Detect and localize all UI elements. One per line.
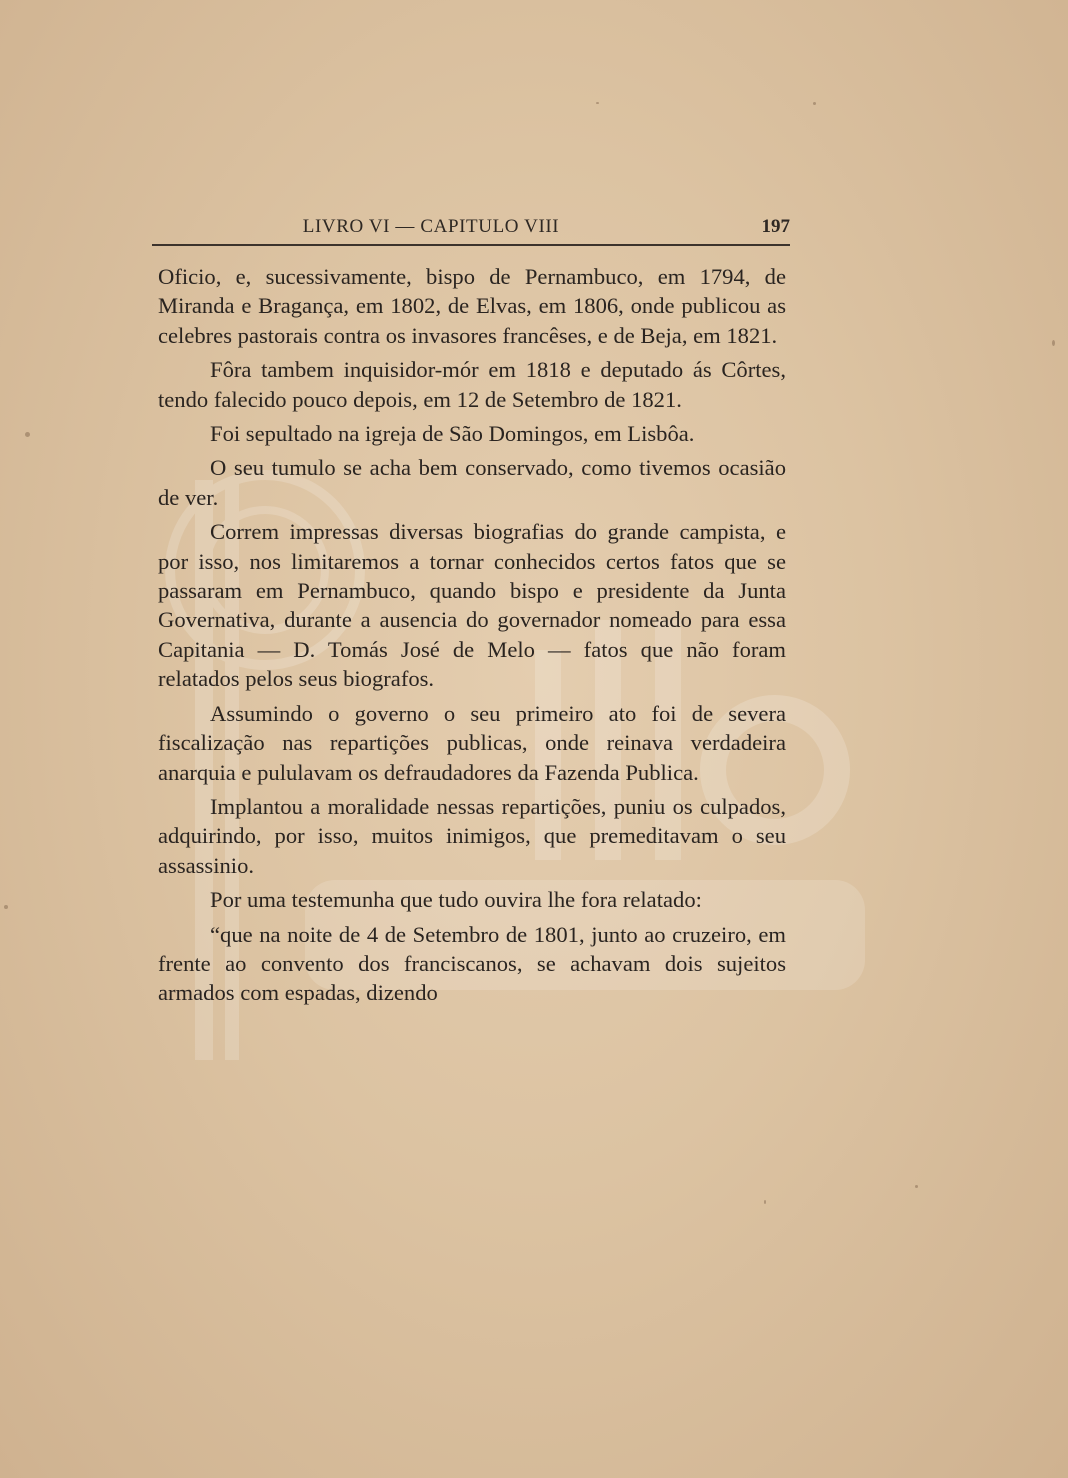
paper-speck bbox=[915, 1185, 918, 1188]
paragraph: Foi sepultado na igreja de São Domingos, em Lisbôa. bbox=[210, 421, 695, 447]
paper-speck bbox=[4, 905, 8, 909]
body-text bbox=[158, 262, 786, 1013]
paragraph: “que na noite de 4 de Setembro de 1801, junto ao cruzeiro, em frente ao convento dos franciscanos, se achavam dois sujeitos armados com espadas, dizendo bbox=[158, 921, 786, 1006]
paper-speck bbox=[764, 1200, 766, 1204]
paper-speck bbox=[596, 102, 599, 104]
paragraph: Assumindo o governo o seu primeiro ato foi de severa fiscalização nas repartições publicas, onde reinava verdadeira anarquia e pululavam os defraudadores da Fazenda Publica. bbox=[158, 700, 786, 785]
paragraph: Correm impressas diversas biografias do grande campista, e por isso, nos limitaremos a tornar conhecidos certos fatos que se passaram em Pernambuco, quando bispo e presidente da Junta Governativa, durante a ausencia do governador nomeado para essa Capitania — D. Tomás José de Melo — fatos que não foram relatados pelos seus biografos. bbox=[158, 519, 786, 692]
page-number: 197 bbox=[761, 216, 790, 237]
paragraph: O seu tumulo se acha bem conservado, como tivemos ocasião de ver. bbox=[158, 455, 786, 510]
running-title: LIVRO VI — CAPITULO VIII bbox=[302, 216, 560, 237]
paragraph: Oficio, e, sucessivamente, bispo de Pernambuco, em 1794, de Miranda e Bragança, em 1802, de Elvas, em 1806, onde publicou as celebres pastorais contra os invasores francêses, e de Beja, em 1821. bbox=[158, 264, 786, 348]
paper-speck bbox=[813, 102, 816, 105]
running-header bbox=[152, 214, 790, 246]
paper-speck bbox=[1052, 340, 1055, 346]
paragraph: Fôra tambem inquisidor-mór em 1818 e deputado ás Côrtes, tendo falecido pouco depois, em 12 de Setembro de 1821. bbox=[158, 357, 786, 412]
paragraph: Implantou a moralidade nessas repartições, puniu os culpados, adquirindo, por isso, muitos inimigos, que premeditavam o seu assassinio. bbox=[158, 793, 786, 878]
paragraph: Por uma testemunha que tudo ouvira lhe fora relatado: bbox=[210, 887, 702, 913]
paper-speck bbox=[25, 432, 30, 437]
